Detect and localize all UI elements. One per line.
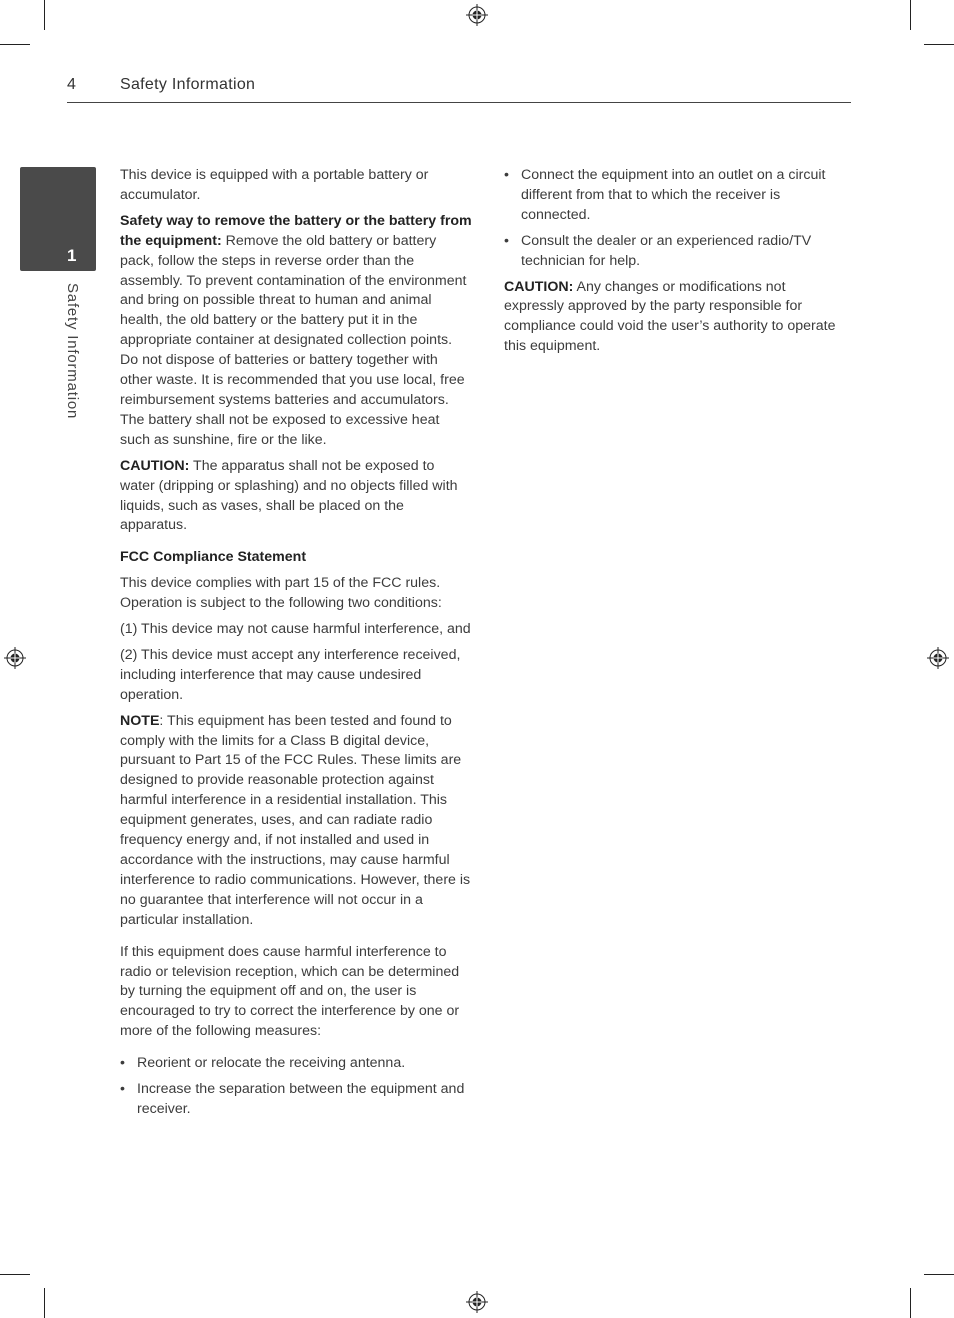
- page-number: 4: [67, 76, 76, 93]
- list-item: [504, 166, 848, 226]
- registration-crosshair-icon: [927, 647, 949, 669]
- list-item-text: Increase the separation between the equipment and receiver.: [137, 1081, 465, 1117]
- list-item-text: Connect the equipment into an outlet on a circuit different from that to which the receiver is connected.: [521, 167, 826, 223]
- list-item-text: Consult the dealer or an experienced radio/TV technician for help.: [521, 232, 812, 269]
- note-text: : This equipment has been tested and found to comply with the limits for a Class B digital device, pursuant to Part 15 of the FCC Rules. These limits are designed to provide reasonable protection against harmful interference in a residential installation. This equipment generates, uses, and can radiate radio frequency energy and, if not installed and used in accordance with the instructions, may cause harmful interference to radio communications. However, there is no guarantee that interference will not occur in a particular installation.: [120, 712, 471, 928]
- condition-1-paragraph: (1) This device may not cause harmful interference, and: [120, 621, 471, 638]
- list-item: [120, 1080, 472, 1120]
- crop-mark: [0, 44, 30, 45]
- crop-mark: [924, 1274, 954, 1275]
- battery-removal-label: Safety way to remove the battery or the battery from the equipment:: [120, 212, 472, 249]
- note-label: NOTE: [120, 712, 160, 729]
- battery-removal-paragraph: [120, 212, 472, 451]
- chapter-number: 1: [67, 246, 77, 265]
- page-title: Safety Information: [120, 76, 256, 93]
- list-item-text: Reorient or relocate the receiving antenna.: [137, 1055, 406, 1072]
- water-caution-paragraph: [120, 457, 472, 537]
- interference-paragraph: If this equipment does cause harmful interference to radio or television reception, which can be determined by turning the equipment off and on, the user is encouraged to try to correct the interference by one or more of the following measures:: [120, 943, 460, 1040]
- condition-2-paragraph: (2) This device must accept any interference received, including interference that may cause undesired operation.: [120, 646, 461, 703]
- list-item: [120, 1054, 472, 1074]
- caution-label: CAUTION:: [120, 457, 190, 474]
- battery-intro-paragraph: This device is equipped with a portable battery or accumulator.: [120, 167, 429, 203]
- crop-mark: [0, 1274, 30, 1275]
- chapter-side-label: Safety Information: [64, 283, 81, 420]
- left-column: [120, 166, 472, 1120]
- water-caution-text: The apparatus shall not be exposed to water (dripping or splashing) and no objects filled with liquids, such as vases, shall be placed on the apparatus.: [120, 457, 458, 534]
- caution-label: CAUTION:: [504, 278, 574, 295]
- crop-mark: [44, 0, 45, 30]
- bullet-marker: •: [504, 232, 509, 249]
- crop-mark: [924, 44, 954, 45]
- list-item: [504, 232, 848, 272]
- page-header: [67, 76, 851, 103]
- registration-crosshair-icon: [466, 4, 488, 26]
- crop-mark: [910, 0, 911, 30]
- fcc-part15-paragraph: This device complies with part 15 of the FCC rules. Operation is subject to the following two conditions:: [120, 575, 442, 612]
- registration-crosshair-icon: [466, 1291, 488, 1313]
- note-paragraph: [120, 712, 472, 931]
- fcc-heading: FCC Compliance Statement: [120, 549, 307, 566]
- right-column: [504, 166, 848, 357]
- battery-removal-text: Remove the old battery or battery pack, follow the steps in reverse order than the assembly. To prevent contamination of the environment and bring on possible threat to human and animal health, the old battery or the battery put it in the appropriate container at designated collection points. Do not dispose of batteries or battery together with other waste. It is recommended that you use local, free reimbursement systems batteries and accumulators. The battery shall not be exposed to excessive heat such as sunshine, fire or the like.: [120, 232, 467, 448]
- modification-caution-paragraph: [504, 278, 848, 358]
- bullet-marker: •: [120, 1055, 125, 1072]
- chapter-tab: [20, 167, 96, 271]
- crop-mark: [910, 1288, 911, 1318]
- registration-crosshair-icon: [4, 647, 26, 669]
- crop-mark: [44, 1288, 45, 1318]
- bullet-marker: •: [120, 1081, 125, 1098]
- modification-caution-text: Any changes or modifications not expressly approved by the party responsible for compliance could void the user’s authority to operate this equipment.: [504, 278, 836, 355]
- bullet-marker: •: [504, 167, 509, 183]
